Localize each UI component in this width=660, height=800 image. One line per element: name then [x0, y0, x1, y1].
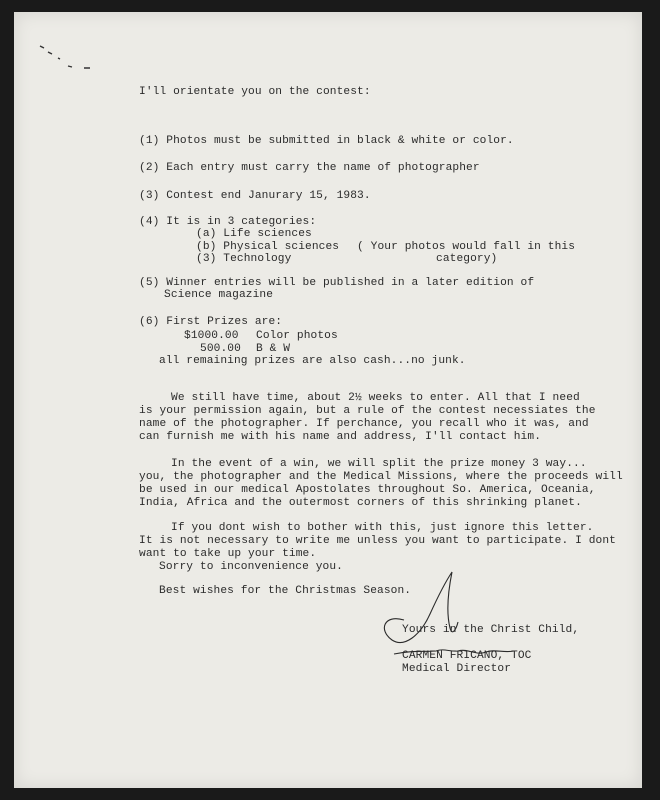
paragraph-3-line-1: If you dont wish to bother with this, just ignore this letter.	[171, 522, 594, 534]
paragraph-2-line-4: India, Africa and the outermost corners of this shrinking planet.	[139, 497, 582, 509]
category-c: (3) Technology	[196, 253, 292, 265]
item-5-line-1: (5) Winner entries will be published in a later edition of	[139, 277, 535, 289]
intro-line: I'll orientate you on the contest:	[139, 86, 371, 98]
item-2: (2) Each entry must carry the name of photographer	[139, 162, 480, 174]
paragraph-1-line-1: We still have time, about 2½ weeks to enter. All that I need	[171, 392, 580, 404]
category-c-note: category)	[436, 253, 498, 265]
paragraph-3-line-2: It is not necessary to write me unless you want to participate. I dont	[139, 535, 616, 547]
item-3: (3) Contest end Janurary 15, 1983.	[139, 190, 371, 202]
paragraph-3-line-4: Sorry to inconvenience you.	[159, 561, 343, 573]
prize-2-type: B & W	[256, 343, 291, 355]
signer-title: Medical Director	[402, 663, 512, 675]
paragraph-2-line-3: be used in our medical Apostolates throughout So. America, Oceania,	[139, 484, 596, 496]
category-a: (a) Life sciences	[196, 228, 312, 240]
prizes-note: all remaining prizes are also cash...no junk.	[159, 355, 466, 367]
prize-1-type: Color photos	[256, 330, 338, 342]
category-b-note: ( Your photos would fall in this	[357, 241, 576, 253]
handwritten-signature	[364, 552, 564, 662]
category-b: (b) Physical sciences	[196, 241, 340, 253]
wishes-line: Best wishes for the Christmas Season.	[159, 585, 412, 597]
item-4: (4) It is in 3 categories:	[139, 216, 317, 228]
paragraph-2-line-2: you, the photographer and the Medical Missions, where the proceeds will	[139, 471, 623, 483]
closing-line: Yours in the Christ Child,	[402, 624, 580, 636]
paragraph-1-line-4: can furnish me with his name and address, I'll contact him.	[139, 431, 542, 443]
item-6-heading: (6) First Prizes are:	[139, 316, 283, 328]
paragraph-1-line-2: is your permission again, but a rule of the contest necessiates the	[139, 405, 596, 417]
paragraph-3-line-3: want to take up your time.	[139, 548, 317, 560]
corner-marks	[38, 42, 98, 82]
item-5-line-2: Science magazine	[164, 289, 274, 301]
paragraph-2-line-1: In the event of a win, we will split the prize money 3 way...	[171, 458, 587, 470]
prize-2-amount: 500.00	[200, 343, 241, 355]
prize-1-amount: $1000.00	[184, 330, 239, 342]
letter-page	[14, 12, 642, 788]
item-1: (1) Photos must be submitted in black & white or color.	[139, 135, 514, 147]
signer-name: CARMEN FRICANO, TOC	[402, 650, 532, 662]
paragraph-1-line-3: name of the photographer. If perchance, you recall who it was, and	[139, 418, 589, 430]
